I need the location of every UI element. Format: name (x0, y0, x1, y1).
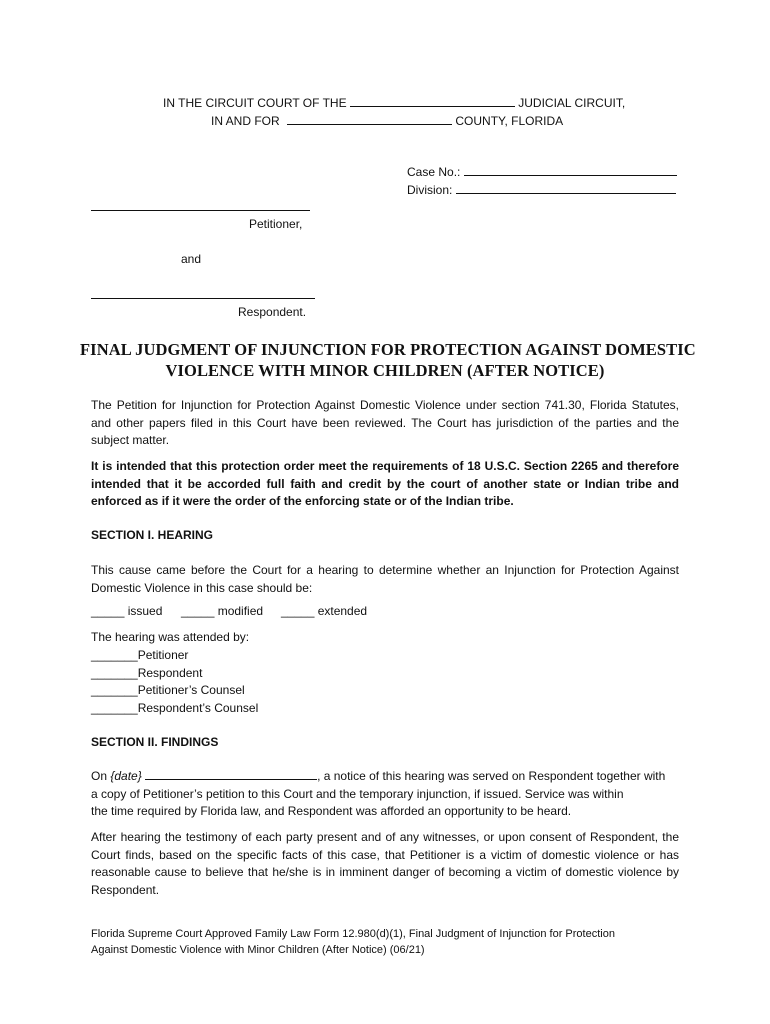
section2-heading: SECTION II. FINDINGS (91, 735, 219, 749)
attendee-list (91, 647, 258, 717)
attendee-respondent-counsel[interactable]: _______Respondent’s Counsel (91, 700, 259, 715)
respondent-label: Respondent. (238, 305, 307, 319)
division-blank[interactable] (456, 182, 676, 194)
section2-paragraph2: After hearing the testimony of each party present and of any witnesses, or upon consent of Respondent, the Court finds, based on the specific facts of this case, that Petitioner is a victim of domestic violence or has reasonable cause to believe that he/she is in imminent danger of becoming a victim of domestic violence by Respondent. (91, 830, 679, 897)
option-extended[interactable]: _____ extended (281, 604, 368, 618)
date-label: {date} (110, 769, 142, 783)
court-header-line2: IN AND FOR COUNTY, FLORIDA (211, 114, 564, 128)
option-issued[interactable]: _____ issued (91, 604, 163, 618)
attendee-respondent[interactable]: _______Respondent (91, 665, 203, 680)
attended-label: The hearing was attended by: (91, 630, 250, 644)
intro-paragraph: The Petition for Injunction for Protection Against Domestic Violence under section 741.30, Florida Statutes, and other papers filed in this Court have been reviewed. The Court has jurisdiction of the parties and the subject matter. (91, 398, 679, 447)
full-faith-paragraph: It is intended that this protection order meet the requirements of 18 U.S.C. Section 2265 and therefore intended that it be accorded full faith and credit by the court of another state or Indian tribe and enforced as if it were the order of the enforcing state or of the Indian tribe. (91, 459, 679, 508)
and-label: and (181, 252, 202, 266)
respondent-name-blank[interactable] (91, 287, 315, 299)
section2-paragraph1: On {date} , a notice of this hearing was served on Respondent together with a copy of Petitioner’s petition to this Court and the temporary injunction, if issued. Service was within the time required by Florida law, and Respondent was afforded an opportunity to be heard. (91, 769, 666, 818)
attendee-petitioner[interactable]: _______Petitioner (91, 648, 189, 662)
section1-heading: SECTION I. HEARING (91, 528, 214, 542)
case-number-row: Case No.: (407, 164, 677, 179)
judicial-circuit-blank[interactable] (350, 95, 515, 107)
option-modified[interactable]: _____ modified (181, 604, 264, 618)
attendee-petitioner-counsel[interactable]: _______Petitioner’s Counsel (91, 683, 245, 697)
petitioner-label: Petitioner, (249, 217, 303, 231)
case-number-blank[interactable] (464, 164, 677, 176)
document-title: FINAL JUDGMENT OF INJUNCTION FOR PROTECTION AGAINST DOMESTIC VIOLENCE WITH MINOR CHILDREN (AFTER NOTICE) (80, 340, 696, 380)
county-blank[interactable] (287, 113, 452, 125)
petitioner-name-blank[interactable] (91, 199, 310, 211)
division-row: Division: (407, 182, 676, 197)
notice-date-blank[interactable] (145, 768, 317, 780)
section1-paragraph: This cause came before the Court for a hearing to determine whether an Injunction for Protection Against Domestic Violence in this case should be: (91, 563, 679, 595)
form-footer: Florida Supreme Court Approved Family Law Form 12.980(d)(1), Final Judgment of Injunction for Protection Against Domestic Violence with Minor Children (After Notice) (06/21) (91, 928, 615, 956)
court-header-line1: IN THE CIRCUIT COURT OF THE JUDICIAL CIRCUIT, (163, 96, 626, 110)
